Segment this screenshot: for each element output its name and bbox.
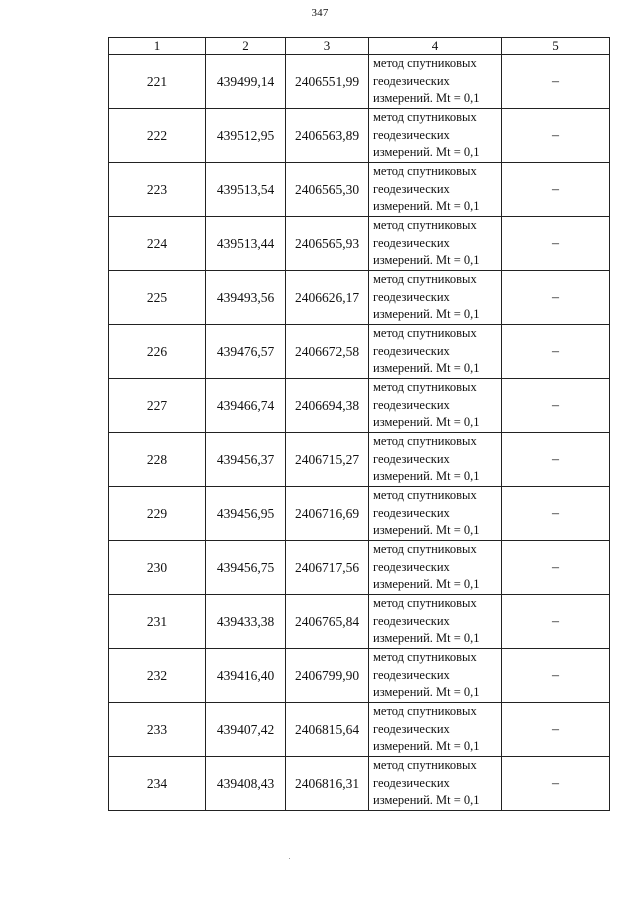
note-cell: – xyxy=(502,217,610,271)
note-cell: – xyxy=(502,541,610,595)
method-line: геодезических xyxy=(373,559,450,574)
table-row xyxy=(109,163,610,217)
table-row xyxy=(109,55,610,109)
x-coordinate-cell: 439476,57 xyxy=(206,325,286,379)
x-coordinate-cell: 439466,74 xyxy=(206,379,286,433)
y-coordinate-cell: 2406716,69 xyxy=(286,487,369,541)
method-line: метод спутниковых xyxy=(373,110,477,124)
point-number-cell: 229 xyxy=(109,487,206,541)
point-number-cell: 224 xyxy=(109,217,206,271)
method-cell xyxy=(369,433,502,487)
method-line: геодезических xyxy=(373,235,450,250)
method-line: метод спутниковых xyxy=(373,434,477,448)
note-cell: – xyxy=(502,109,610,163)
method-line: геодезических xyxy=(373,451,450,466)
point-number-cell: 228 xyxy=(109,433,206,487)
y-coordinate-cell: 2406815,64 xyxy=(286,703,369,757)
column-header-4: 4 xyxy=(369,38,502,55)
table-row xyxy=(109,541,610,595)
method-line: геодезических xyxy=(373,73,450,88)
method-line: метод спутниковых xyxy=(373,704,477,718)
method-cell xyxy=(369,109,502,163)
table-row xyxy=(109,595,610,649)
x-coordinate-cell: 439408,43 xyxy=(206,757,286,811)
coordinates-table xyxy=(108,37,610,811)
method-cell xyxy=(369,271,502,325)
method-cell xyxy=(369,325,502,379)
method-cell xyxy=(369,163,502,217)
y-coordinate-cell: 2406551,99 xyxy=(286,55,369,109)
x-coordinate-cell: 439456,37 xyxy=(206,433,286,487)
method-line: измерений. Mt = 0,1 xyxy=(373,415,480,429)
method-line: метод спутниковых xyxy=(373,650,477,664)
table-row xyxy=(109,487,610,541)
table-row xyxy=(109,217,610,271)
point-number-cell: 221 xyxy=(109,55,206,109)
y-coordinate-cell: 2406765,84 xyxy=(286,595,369,649)
y-coordinate-cell: 2406715,27 xyxy=(286,433,369,487)
table-row xyxy=(109,271,610,325)
table-row xyxy=(109,649,610,703)
x-coordinate-cell: 439513,54 xyxy=(206,163,286,217)
y-coordinate-cell: 2406799,90 xyxy=(286,649,369,703)
x-coordinate-cell: 439416,40 xyxy=(206,649,286,703)
point-number-cell: 227 xyxy=(109,379,206,433)
method-line: геодезических xyxy=(373,505,450,520)
method-line: метод спутниковых xyxy=(373,542,477,556)
method-line: измерений. Mt = 0,1 xyxy=(373,361,480,375)
point-number-cell: 232 xyxy=(109,649,206,703)
note-cell: – xyxy=(502,271,610,325)
note-cell: – xyxy=(502,55,610,109)
method-line: метод спутниковых xyxy=(373,164,477,178)
method-cell xyxy=(369,487,502,541)
y-coordinate-cell: 2406626,17 xyxy=(286,271,369,325)
method-line: метод спутниковых xyxy=(373,380,477,394)
column-header-2: 2 xyxy=(206,38,286,55)
column-header-5: 5 xyxy=(502,38,610,55)
note-cell: – xyxy=(502,379,610,433)
method-line: геодезических xyxy=(373,775,450,790)
method-line: измерений. Mt = 0,1 xyxy=(373,577,480,591)
note-cell: – xyxy=(502,487,610,541)
note-cell: – xyxy=(502,703,610,757)
method-line: измерений. Mt = 0,1 xyxy=(373,307,480,321)
y-coordinate-cell: 2406672,58 xyxy=(286,325,369,379)
y-coordinate-cell: 2406717,56 xyxy=(286,541,369,595)
method-line: измерений. Mt = 0,1 xyxy=(373,739,480,753)
table-row xyxy=(109,379,610,433)
method-line: геодезических xyxy=(373,613,450,628)
table-row xyxy=(109,703,610,757)
column-header-3: 3 xyxy=(286,38,369,55)
method-cell xyxy=(369,703,502,757)
method-line: измерений. Mt = 0,1 xyxy=(373,253,480,267)
x-coordinate-cell: 439493,56 xyxy=(206,271,286,325)
method-cell xyxy=(369,541,502,595)
header-row xyxy=(109,38,610,55)
method-cell xyxy=(369,757,502,811)
method-line: измерений. Mt = 0,1 xyxy=(373,469,480,483)
method-line: измерений. Mt = 0,1 xyxy=(373,199,480,213)
method-line: измерений. Mt = 0,1 xyxy=(373,523,480,537)
point-number-cell: 233 xyxy=(109,703,206,757)
method-cell xyxy=(369,649,502,703)
method-line: метод спутниковых xyxy=(373,596,477,610)
method-line: метод спутниковых xyxy=(373,326,477,340)
x-coordinate-cell: 439499,14 xyxy=(206,55,286,109)
table-row xyxy=(109,433,610,487)
note-cell: – xyxy=(502,595,610,649)
table-row xyxy=(109,325,610,379)
method-line: геодезических xyxy=(373,289,450,304)
table-body xyxy=(109,55,610,811)
method-line: измерений. Mt = 0,1 xyxy=(373,685,480,699)
column-header-1: 1 xyxy=(109,38,206,55)
point-number-cell: 226 xyxy=(109,325,206,379)
method-line: геодезических xyxy=(373,127,450,142)
method-cell xyxy=(369,55,502,109)
x-coordinate-cell: 439513,44 xyxy=(206,217,286,271)
method-line: метод спутниковых xyxy=(373,758,477,772)
page-number: 347 xyxy=(311,7,329,19)
note-cell: – xyxy=(502,649,610,703)
method-line: геодезических xyxy=(373,667,450,682)
x-coordinate-cell: 439407,42 xyxy=(206,703,286,757)
method-line: геодезических xyxy=(373,343,450,358)
table-header xyxy=(109,38,610,55)
method-cell xyxy=(369,595,502,649)
method-line: геодезических xyxy=(373,181,450,196)
point-number-cell: 223 xyxy=(109,163,206,217)
note-cell: – xyxy=(502,325,610,379)
point-number-cell: 234 xyxy=(109,757,206,811)
y-coordinate-cell: 2406565,93 xyxy=(286,217,369,271)
method-line: геодезических xyxy=(373,397,450,412)
point-number-cell: 222 xyxy=(109,109,206,163)
point-number-cell: 225 xyxy=(109,271,206,325)
method-cell xyxy=(369,217,502,271)
method-line: измерений. Mt = 0,1 xyxy=(373,91,480,105)
x-coordinate-cell: 439456,75 xyxy=(206,541,286,595)
y-coordinate-cell: 2406694,38 xyxy=(286,379,369,433)
method-line: метод спутниковых xyxy=(373,56,477,70)
method-line: метод спутниковых xyxy=(373,488,477,502)
y-coordinate-cell: 2406816,31 xyxy=(286,757,369,811)
point-number-cell: 231 xyxy=(109,595,206,649)
x-coordinate-cell: 439433,38 xyxy=(206,595,286,649)
method-line: измерений. Mt = 0,1 xyxy=(373,145,480,159)
table-row xyxy=(109,109,610,163)
point-number-cell: 230 xyxy=(109,541,206,595)
table-row xyxy=(109,757,610,811)
method-line: геодезических xyxy=(373,721,450,736)
y-coordinate-cell: 2406565,30 xyxy=(286,163,369,217)
x-coordinate-cell: 439456,95 xyxy=(206,487,286,541)
note-cell: – xyxy=(502,163,610,217)
method-cell xyxy=(369,379,502,433)
method-line: измерений. Mt = 0,1 xyxy=(373,631,480,645)
scan-speck xyxy=(289,858,290,859)
method-line: метод спутниковых xyxy=(373,218,477,232)
note-cell: – xyxy=(502,757,610,811)
method-line: измерений. Mt = 0,1 xyxy=(373,793,480,807)
method-line: метод спутниковых xyxy=(373,272,477,286)
note-cell: – xyxy=(502,433,610,487)
y-coordinate-cell: 2406563,89 xyxy=(286,109,369,163)
x-coordinate-cell: 439512,95 xyxy=(206,109,286,163)
